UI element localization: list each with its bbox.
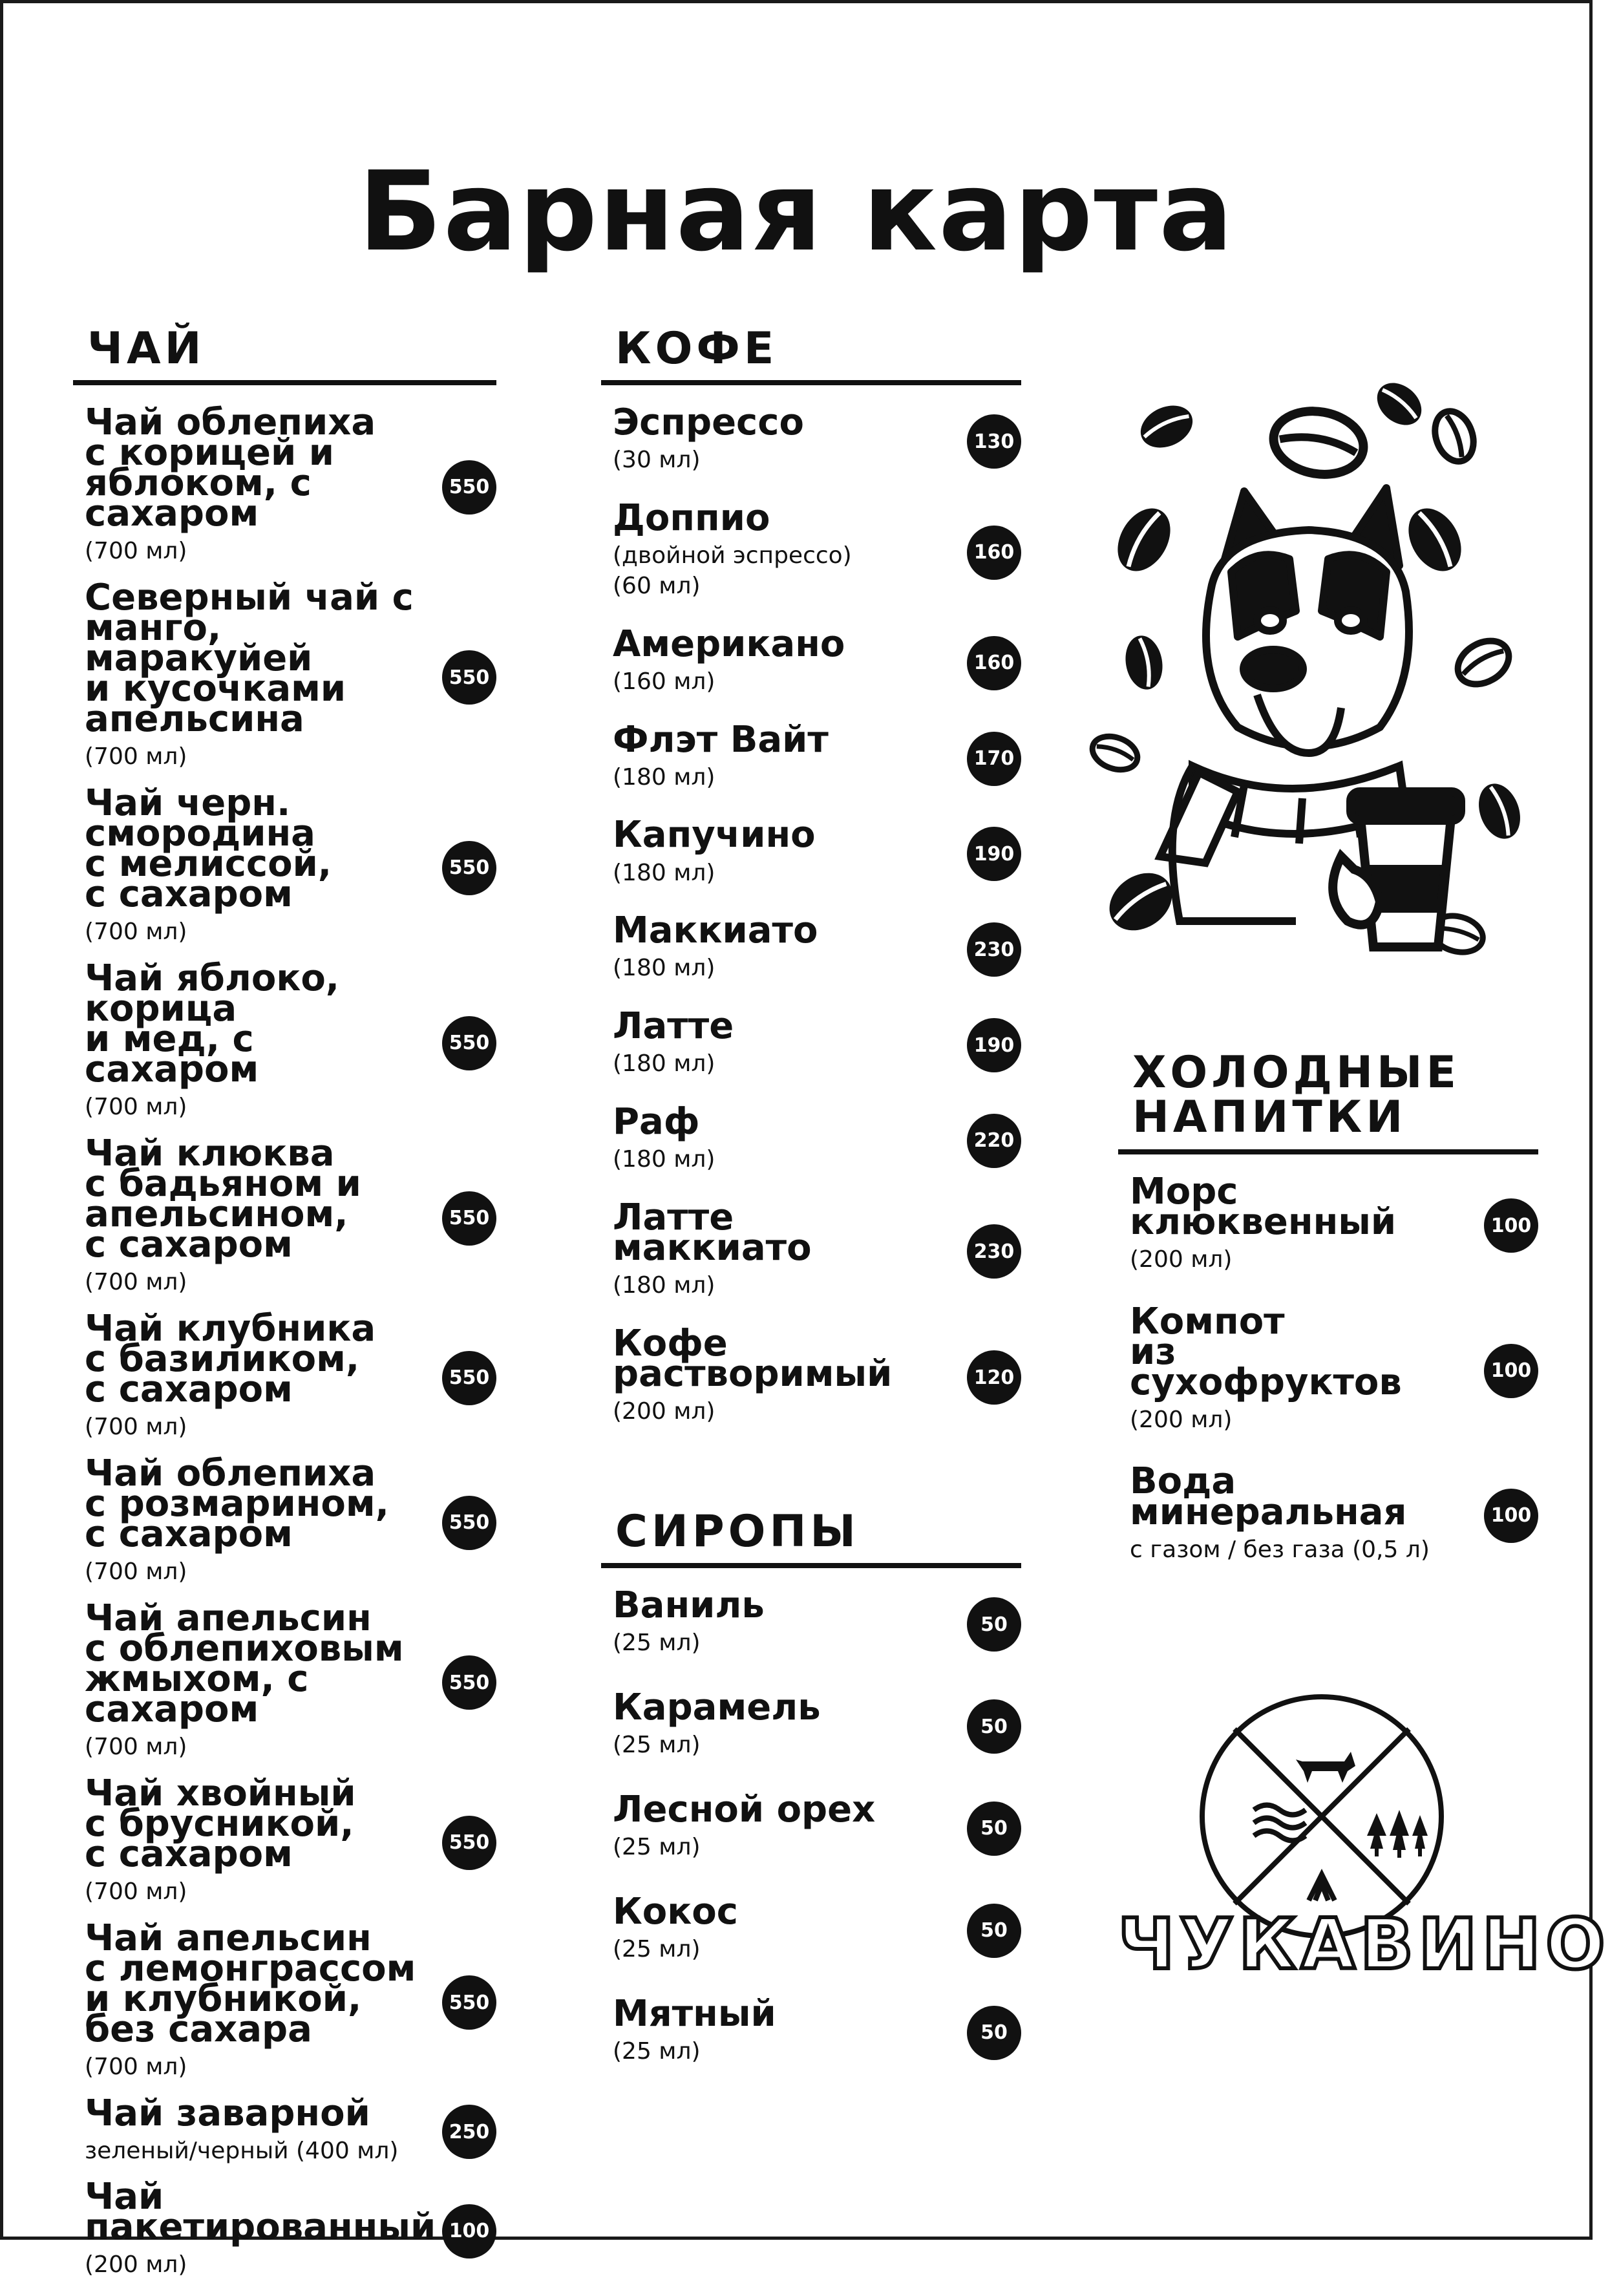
price-badge: 550 [442, 460, 496, 515]
menu-item [73, 957, 496, 1123]
menu-item-volume: (25 мл) [613, 1732, 701, 1759]
menu-item-name: Чай черн. смородина с мелиссой, с сахаром [85, 782, 332, 916]
menu-item-volume: (700 мл) [85, 919, 187, 946]
tea-section-title: ЧАЙ [73, 326, 496, 385]
price-badge: 550 [442, 650, 496, 705]
menu-item-volume: (700 мл) [85, 1733, 187, 1760]
menu-item [601, 497, 1021, 602]
menu-item [601, 1584, 1021, 1659]
price-badge: 100 [1484, 1198, 1538, 1253]
menu-item-name: Чай пакетированный [85, 2176, 436, 2249]
menu-item-volume: (180 мл) [613, 1050, 715, 1078]
menu-item-volume: (700 мл) [85, 1094, 187, 1121]
menu-item [73, 1772, 496, 1908]
menu-item-volume: (700 мл) [85, 1558, 187, 1585]
price-badge: 230 [967, 922, 1021, 977]
cold-drinks-section [1118, 1047, 1538, 1596]
price-badge: 50 [967, 2006, 1021, 2060]
menu-item-name: Флэт Вайт [613, 718, 829, 761]
tea-list [73, 401, 496, 2280]
price-badge: 550 [442, 1975, 496, 2030]
menu-item-volume: (700 мл) [85, 1269, 187, 1296]
menu-item-volume: с газом / без газа (0,5 л) [1130, 1536, 1430, 1563]
menu-item [73, 2176, 496, 2280]
menu-item-name: Латте [613, 1005, 734, 1048]
menu-item [73, 2092, 496, 2167]
menu-item [1118, 1170, 1538, 1275]
menu-item-name: Компот из сухофруктов [1130, 1300, 1402, 1403]
menu-item [73, 1597, 496, 1763]
menu-item-name: Карамель [613, 1686, 821, 1729]
price-badge: 550 [442, 1191, 496, 1246]
menu-item-volume: (30 мл) [613, 447, 701, 474]
menu-item-volume: (200 мл) [613, 1398, 715, 1425]
menu-item-volume: (180 мл) [613, 1145, 715, 1173]
menu-item-volume: (200 мл) [85, 2251, 187, 2279]
coffee-section-title: КОФЕ [601, 326, 1021, 385]
price-badge: 190 [967, 827, 1021, 881]
menu-item [601, 1890, 1021, 1965]
tea-section [73, 323, 496, 2296]
menu-item [601, 1100, 1021, 1175]
cold-drinks-section-title: ХОЛОДНЫЕ НАПИТКИ [1118, 1050, 1538, 1154]
menu-item-name: Раф [613, 1100, 700, 1143]
price-badge: 550 [442, 1816, 496, 1870]
menu-item [1118, 1460, 1538, 1565]
menu-item-name: Латте маккиато [613, 1196, 812, 1269]
menu-item-name: Чай облепиха с корицей и яблоком, с сахаром [85, 401, 376, 535]
menu-item-name: Чай апельсин с лемонграссом и клубникой, без сахара [85, 1917, 416, 2050]
menu-item-name: Чай облепиха с розмарином, с сахаром [85, 1452, 389, 1555]
menu-item [601, 401, 1021, 476]
menu-item-volume: (25 мл) [613, 1935, 701, 1962]
husky-coffee-icon [1096, 365, 1548, 947]
menu-item-name: Вода минеральная [1130, 1460, 1407, 1533]
menu-item [73, 1452, 496, 1588]
menu-item-name: Чай клюква с бадьяном и апельсином, с сахаром [85, 1132, 361, 1266]
price-badge: 50 [967, 1597, 1021, 1652]
menu-item-name: Маккиато [613, 909, 818, 952]
syrups-section [601, 1506, 1021, 2101]
menu-item-volume: (25 мл) [613, 1630, 701, 1657]
menu-item-name: Ваниль [613, 1584, 765, 1627]
menu-item [601, 814, 1021, 888]
menu-item [601, 1196, 1021, 1301]
menu-item [601, 1992, 1021, 2067]
menu-item [1118, 1300, 1538, 1436]
price-badge: 550 [442, 1351, 496, 1405]
menu-item-name: Эспрессо [613, 401, 804, 444]
price-badge: 100 [1484, 1489, 1538, 1543]
menu-item-name: Чай апельсин с облепиховым жмыхом, с сахаром [85, 1597, 404, 1730]
menu-item-volume: (700 мл) [85, 1414, 187, 1441]
menu-item-volume: (25 мл) [613, 2037, 701, 2065]
menu-item [73, 1917, 496, 2083]
menu-item [601, 718, 1021, 793]
menu-item-name: Кофе растворимый [613, 1322, 893, 1395]
price-badge: 50 [967, 1699, 1021, 1754]
price-badge: 160 [967, 636, 1021, 690]
price-badge: 250 [442, 2105, 496, 2159]
price-badge: 120 [967, 1350, 1021, 1405]
menu-item [73, 1308, 496, 1443]
menu-item-volume: (25 мл) [613, 1834, 701, 1861]
menu-item-name: Чай хвойный с брусникой, с сахаром [85, 1772, 356, 1875]
menu-item-volume: (160 мл) [613, 668, 715, 695]
menu-item [601, 1005, 1021, 1079]
menu-item-name: Мятный [613, 1992, 776, 2035]
logo-text: ЧУКАВИНО [1118, 1904, 1610, 1985]
price-badge: 230 [967, 1224, 1021, 1279]
menu-item-name: Чай яблоко, корица и мед, с сахаром [85, 957, 340, 1091]
syrups-list [601, 1584, 1021, 2067]
price-badge: 100 [1484, 1344, 1538, 1398]
menu-item [601, 1789, 1021, 1863]
menu-item-name: Доппио [613, 497, 770, 540]
cold-drinks-list [1118, 1170, 1538, 1566]
menu-item [73, 401, 496, 567]
menu-item [73, 577, 496, 772]
menu-item [601, 909, 1021, 984]
menu-item-volume: (200 мл) [1130, 1246, 1233, 1273]
price-badge: 130 [967, 414, 1021, 469]
menu-item-volume: зеленый/черный (400 мл) [85, 2137, 399, 2164]
menu-item-volume: (700 мл) [85, 2053, 187, 2080]
menu-item-name: Американо [613, 622, 845, 665]
menu-item-volume: (700 мл) [85, 538, 187, 565]
menu-item-name: Кокос [613, 1890, 738, 1933]
menu-item [73, 1132, 496, 1298]
price-badge: 550 [442, 841, 496, 895]
price-badge: 160 [967, 526, 1021, 580]
menu-item-volume: (двойной эспрессо) (60 мл) [613, 542, 852, 600]
menu-item-name: Чай заварной [85, 2092, 370, 2134]
price-badge: 550 [442, 1496, 496, 1550]
menu-item-volume: (180 мл) [613, 763, 715, 791]
menu-item-volume: (700 мл) [85, 743, 187, 771]
page-title: Барная карта [358, 148, 1234, 276]
syrups-section-title: СИРОПЫ [601, 1509, 1021, 1568]
menu-item [73, 782, 496, 948]
price-badge: 550 [442, 1655, 496, 1710]
menu-item [601, 622, 1021, 697]
menu-item-volume: (700 мл) [85, 1878, 187, 1905]
menu-item-name: Чай клубника с базиликом, с сахаром [85, 1308, 376, 1411]
menu-item-name: Капучино [613, 814, 816, 856]
price-badge: 170 [967, 732, 1021, 786]
price-badge: 550 [442, 1016, 496, 1070]
menu-item [601, 1322, 1021, 1427]
coffee-list [601, 401, 1021, 1427]
price-badge: 190 [967, 1018, 1021, 1072]
menu-item-name: Лесной орех [613, 1789, 876, 1831]
price-badge: 50 [967, 1802, 1021, 1856]
price-badge: 100 [442, 2204, 496, 2259]
menu-item-volume: (180 мл) [613, 859, 715, 886]
menu-item-volume: (180 мл) [613, 955, 715, 982]
coffee-section [601, 323, 1021, 1454]
menu-item [601, 1686, 1021, 1761]
menu-item-volume: (200 мл) [1130, 1406, 1233, 1433]
price-badge: 220 [967, 1114, 1021, 1168]
menu-item-name: Морс клюквенный [1130, 1170, 1397, 1243]
menu-item-volume: (180 мл) [613, 1271, 715, 1299]
menu-item-name: Северный чай с манго, маракуйей и кусочками апельсина [85, 577, 414, 741]
price-badge: 50 [967, 1904, 1021, 1958]
